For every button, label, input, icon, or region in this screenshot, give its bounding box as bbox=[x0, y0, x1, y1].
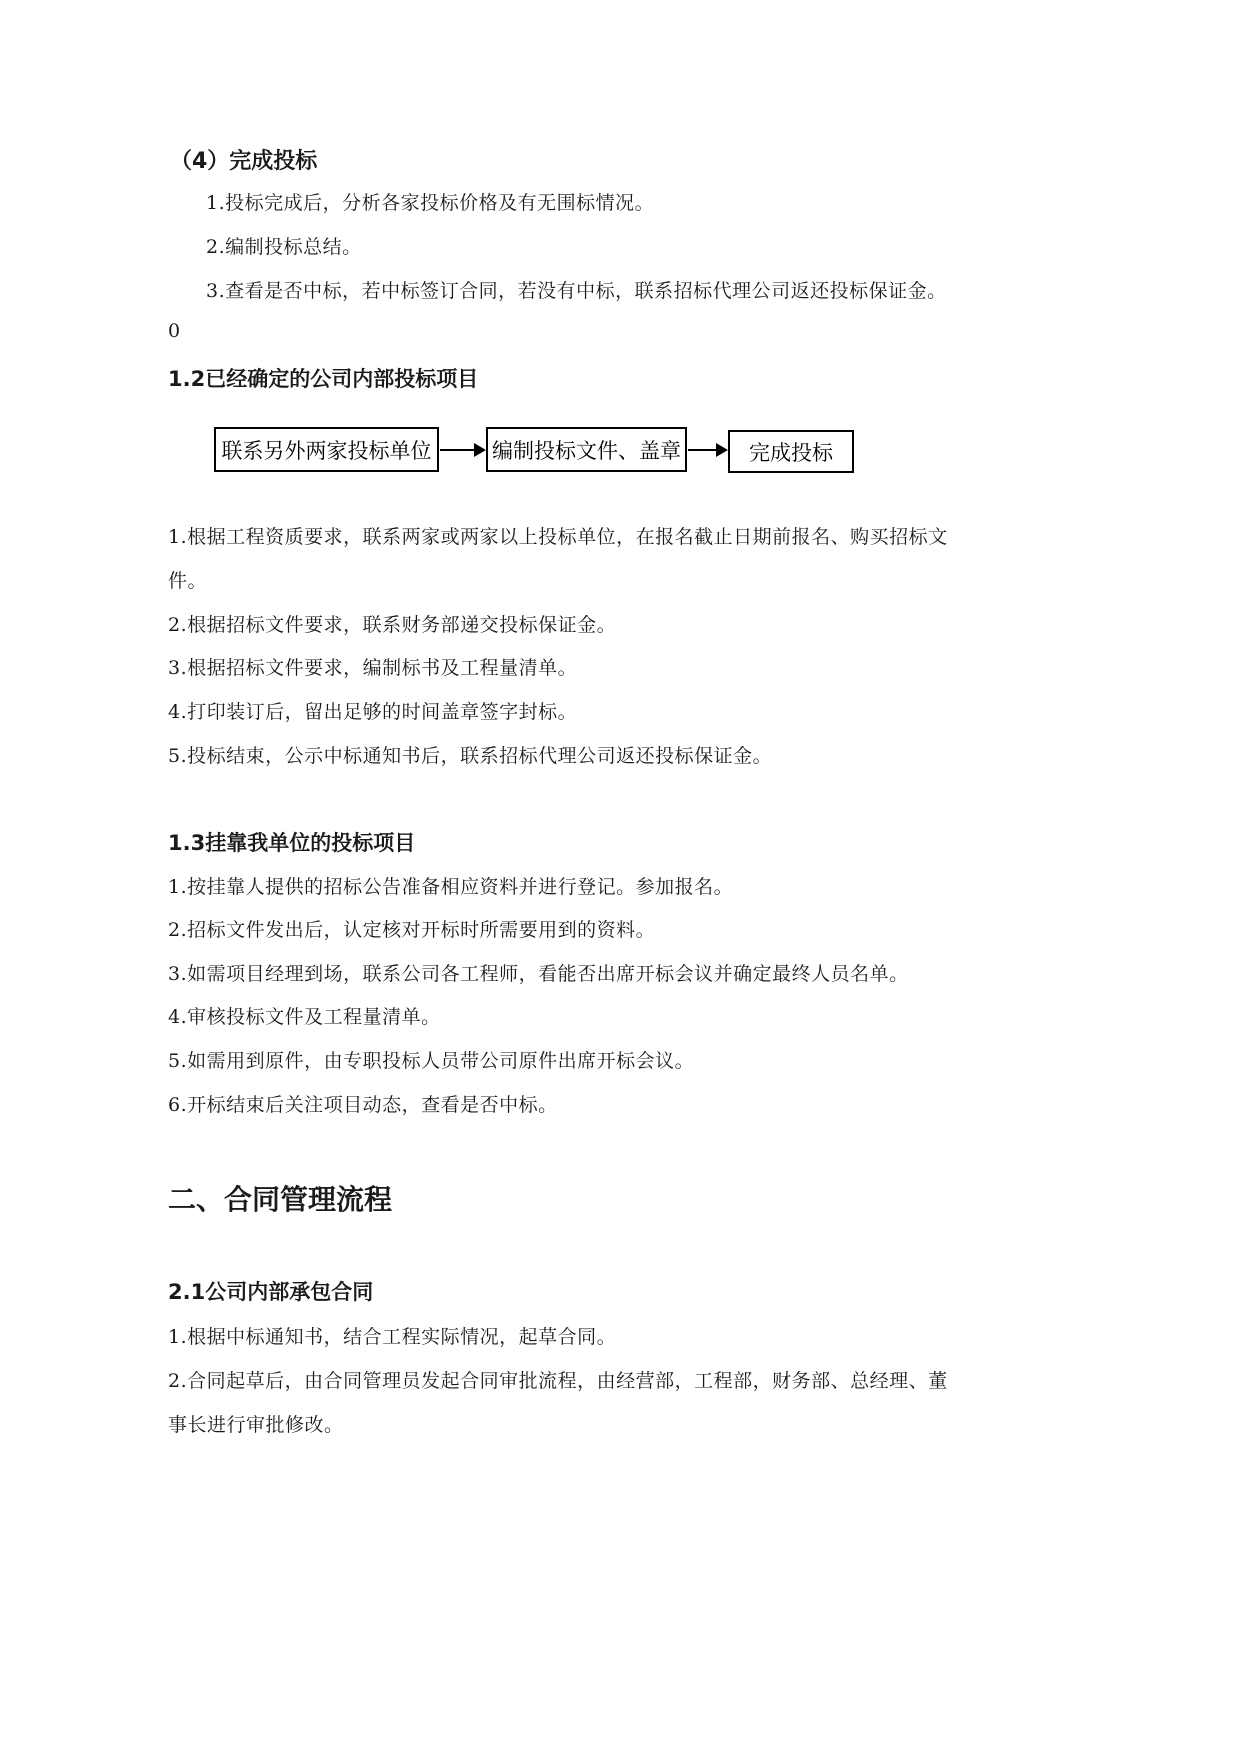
section-1-2-title: 1.2已经确定的公司内部投标项目 bbox=[168, 367, 479, 391]
flow-step-complete-bid bbox=[728, 430, 854, 473]
flow-step-label: 联系另外两家投标单位 bbox=[221, 438, 432, 463]
section-2-1-title: 2.1公司内部承包合同 bbox=[168, 1280, 374, 1304]
section-1-3-item-5: 5.如需用到原件，由专职投标人员带公司原件出席开标会议。 bbox=[168, 1050, 695, 1072]
section-1-3-item-3: 3.如需项目经理到场，联系公司各工程师，看能否出席开标会议并确定最终人员名单。 bbox=[168, 963, 909, 985]
chapter-2-title: 二、合同管理流程 bbox=[168, 1183, 393, 1216]
section-1-2-item-3: 3.根据招标文件要求，编制标书及工程量清单。 bbox=[168, 657, 578, 679]
flow-arrow bbox=[688, 449, 726, 451]
section-2-1-item-2-cont: 事长进行审批修改。 bbox=[168, 1414, 344, 1436]
section-1-2-item-1-cont: 件。 bbox=[168, 570, 208, 592]
section-1-3-item-2: 2.招标文件发出后，认定核对开标时所需要用到的资料。 bbox=[168, 919, 656, 941]
section-1-3-item-4: 4.审核投标文件及工程量清单。 bbox=[168, 1006, 441, 1028]
section-1-2-item-2: 2.根据招标文件要求，联系财务部递交投标保证金。 bbox=[168, 614, 617, 636]
section-1-2-item-1: 1.根据工程资质要求，联系两家或两家以上投标单位，在报名截止日期前报名、购买招标文 bbox=[168, 526, 948, 548]
section-4-item-1: 1.投标完成后，分析各家投标价格及有无围标情况。 bbox=[206, 192, 655, 214]
stray-mark: 0 bbox=[168, 320, 181, 342]
section-4-title: （4）完成投标 bbox=[170, 149, 318, 174]
section-1-3-item-6: 6.开标结束后关注项目动态，查看是否中标。 bbox=[168, 1094, 558, 1116]
section-1-3-title: 1.3挂靠我单位的投标项目 bbox=[168, 831, 416, 855]
flow-step-label: 完成投标 bbox=[749, 440, 833, 465]
section-2-1-item-1: 1.根据中标通知书，结合工程实际情况，起草合同。 bbox=[168, 1326, 617, 1348]
section-4-item-2: 2.编制投标总结。 bbox=[206, 236, 362, 258]
flow-arrow bbox=[440, 449, 484, 451]
flow-step-prepare-docs bbox=[486, 427, 687, 472]
section-1-2-item-5: 5.投标结束，公示中标通知书后，联系招标代理公司返还投标保证金。 bbox=[168, 745, 773, 767]
flow-step-contact-bidders bbox=[214, 427, 439, 472]
section-1-2-item-4: 4.打印装订后，留出足够的时间盖章签字封标。 bbox=[168, 701, 578, 723]
section-4-item-3: 3.查看是否中标，若中标签订合同，若没有中标，联系招标代理公司返还投标保证金。 bbox=[206, 280, 947, 302]
section-2-1-item-2: 2.合同起草后，由合同管理员发起合同审批流程，由经营部，工程部，财务部、总经理、董 bbox=[168, 1370, 948, 1392]
flow-step-label: 编制投标文件、盖章 bbox=[492, 438, 681, 463]
section-1-3-item-1: 1.按挂靠人提供的招标公告准备相应资料并进行登记。参加报名。 bbox=[168, 876, 734, 898]
